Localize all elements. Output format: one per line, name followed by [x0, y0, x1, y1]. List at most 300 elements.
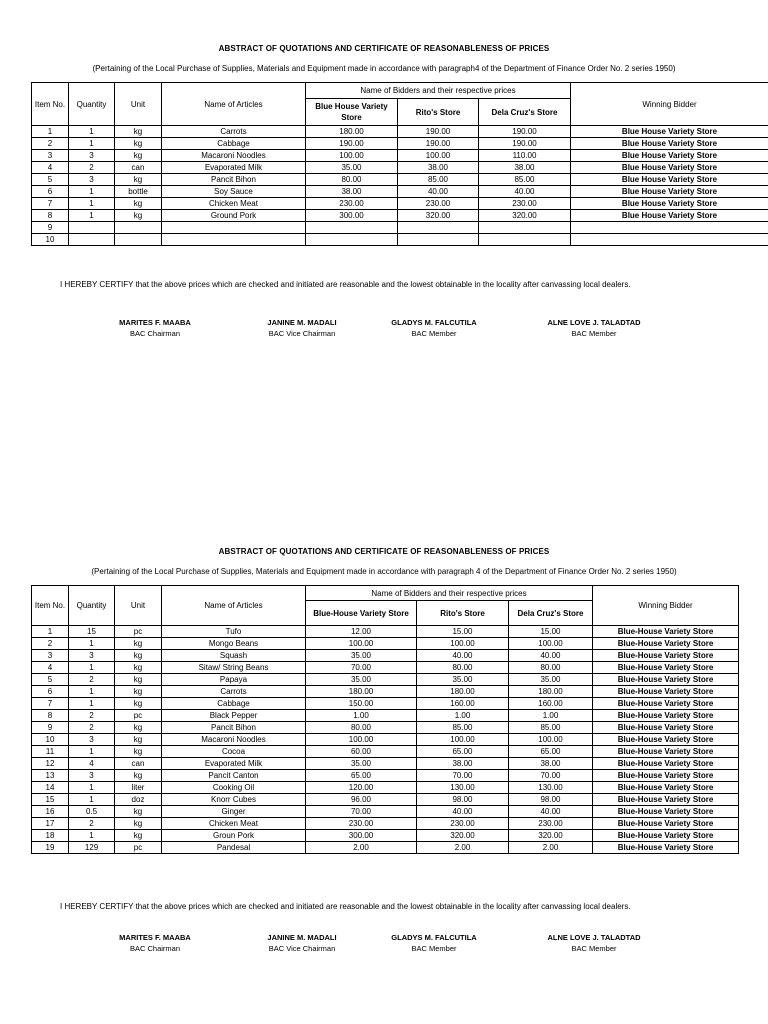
cell-unit: kg [115, 662, 162, 674]
cell-price-bidder-1: 35.00 [306, 162, 398, 174]
table-row [32, 710, 739, 722]
cell-price-bidder-3: 100.00 [509, 734, 593, 746]
cell-winning-bidder: Blue-House Variety Store [593, 818, 739, 830]
signatory [364, 933, 504, 953]
cell-article: Macaroni Noodles [162, 734, 306, 746]
cell-quantity: 1 [69, 138, 115, 150]
table-row [32, 794, 739, 806]
cell-unit: kg [115, 198, 162, 210]
abstract-document-2 [0, 540, 768, 960]
table-row [32, 150, 768, 162]
signatory [524, 933, 664, 953]
cell-item-no: 8 [32, 210, 69, 222]
cell-price-bidder-1: 180.00 [306, 686, 417, 698]
cell-winning-bidder: Blue-House Variety Store [593, 626, 739, 638]
table-row [32, 138, 768, 150]
cell-quantity: 3 [69, 770, 115, 782]
cell-article: Pancit Bihon [162, 174, 306, 186]
cell-unit: kg [115, 210, 162, 222]
cell-article: Cabbage [162, 698, 306, 710]
cell-price-bidder-1: 190.00 [306, 138, 398, 150]
cell-price-bidder-3: 190.00 [479, 138, 571, 150]
cell-quantity: 3 [69, 650, 115, 662]
cell-price-bidder-3: 35.00 [509, 674, 593, 686]
document-subtitle: (Pertaining of the Local Purchase of Supplies, Materials and Equipment made in accordance with paragraph4 of the Department of Finance Order No. 2 series 1950) [92, 64, 676, 73]
cell-item-no: 4 [32, 662, 69, 674]
cell-item-no: 19 [32, 842, 69, 854]
cell-price-bidder-1: 70.00 [306, 662, 417, 674]
cell-unit: kg [115, 138, 162, 150]
cell-item-no: 11 [32, 746, 69, 758]
cell-price-bidder-1: 150.00 [306, 698, 417, 710]
cell-item-no: 17 [32, 818, 69, 830]
signatory-position: BAC Member [571, 944, 617, 953]
cell-price-bidder-3: 110.00 [479, 150, 571, 162]
cell-winning-bidder: Blue-House Variety Store [593, 686, 739, 698]
header-bidder-1: Blue House Variety Store [306, 99, 398, 126]
cell-price-bidder-2: 40.00 [398, 186, 479, 198]
cell-article: Macaroni Noodles [162, 150, 306, 162]
cell-article: Chicken Meat [162, 818, 306, 830]
cell-item-no: 1 [32, 126, 69, 138]
cell-price-bidder-2: 85.00 [398, 174, 479, 186]
cell-item-no: 10 [32, 234, 69, 246]
cell-article: Carrots [162, 686, 306, 698]
cell-price-bidder-3: 230.00 [479, 198, 571, 210]
cell-price-bidder-1: 70.00 [306, 806, 417, 818]
cell-price-bidder-1: 65.00 [306, 770, 417, 782]
signatory [85, 933, 225, 953]
cell-unit: doz [115, 794, 162, 806]
header-articles: Name of Articles [162, 83, 306, 126]
cell-item-no: 9 [32, 722, 69, 734]
cell-price-bidder-3: 38.00 [509, 758, 593, 770]
cell-unit: can [115, 162, 162, 174]
table-row [32, 806, 739, 818]
cell-quantity: 1 [69, 782, 115, 794]
cell-item-no: 7 [32, 198, 69, 210]
cell-price-bidder-2: 80.00 [417, 662, 509, 674]
cell-article [162, 222, 306, 234]
header-unit: Unit [115, 586, 162, 626]
cell-price-bidder-3 [479, 222, 571, 234]
cell-article: Tufo [162, 626, 306, 638]
cell-quantity: 1 [69, 210, 115, 222]
cell-price-bidder-3: 40.00 [509, 650, 593, 662]
certification-statement: I HEREBY CERTIFY that the above prices which are checked and initiated are reasonable and the lowest obtainable in the locality after canvassing local dealers. [60, 902, 631, 911]
signatory-position: BAC Member [571, 329, 617, 338]
cell-unit: kg [115, 770, 162, 782]
cell-article: Pancit Canton [162, 770, 306, 782]
table-header-row [32, 586, 739, 601]
cell-article: Pancit Bihon [162, 722, 306, 734]
signatory [232, 318, 372, 338]
signatory [85, 318, 225, 338]
table-row [32, 210, 768, 222]
cell-price-bidder-1: 12.00 [306, 626, 417, 638]
cell-article: Soy Sauce [162, 186, 306, 198]
table-row [32, 162, 768, 174]
cell-item-no: 9 [32, 222, 69, 234]
cell-item-no: 16 [32, 806, 69, 818]
table-row [32, 222, 768, 234]
cell-unit: kg [115, 806, 162, 818]
cell-quantity: 2 [69, 722, 115, 734]
table-body [32, 126, 768, 246]
cell-unit: pc [115, 842, 162, 854]
cell-quantity: 3 [69, 150, 115, 162]
cell-item-no: 5 [32, 674, 69, 686]
cell-unit: kg [115, 650, 162, 662]
cell-price-bidder-2: 38.00 [398, 162, 479, 174]
cell-price-bidder-2: 100.00 [417, 638, 509, 650]
table-row [32, 626, 739, 638]
cell-unit [115, 234, 162, 246]
cell-unit: pc [115, 626, 162, 638]
signatory-name: JANINE M. MADALI [267, 318, 337, 327]
document-title: ABSTRACT OF QUOTATIONS AND CERTIFICATE OF REASONABLENESS OF PRICES [218, 44, 550, 53]
table-row [32, 698, 739, 710]
cell-price-bidder-1: 100.00 [306, 734, 417, 746]
quotation-table [31, 82, 768, 246]
cell-price-bidder-1 [306, 234, 398, 246]
cell-price-bidder-3: 85.00 [509, 722, 593, 734]
cell-item-no: 3 [32, 150, 69, 162]
signatories [0, 933, 768, 963]
signatory-position: BAC Vice Chairman [268, 944, 336, 953]
document-title: ABSTRACT OF QUOTATIONS AND CERTIFICATE OF REASONABLENESS OF PRICES [218, 547, 550, 556]
cell-quantity: 1 [69, 746, 115, 758]
cell-price-bidder-1: 35.00 [306, 674, 417, 686]
cell-article [162, 234, 306, 246]
cell-price-bidder-3: 85.00 [479, 174, 571, 186]
cell-winning-bidder: Blue-House Variety Store [593, 650, 739, 662]
cell-article: Ground Pork [162, 210, 306, 222]
cell-unit: bottle [115, 186, 162, 198]
signatory-name: ALNE LOVE J. TALADTAD [547, 933, 641, 942]
cell-unit: liter [115, 782, 162, 794]
cell-unit: kg [115, 734, 162, 746]
cell-winning-bidder: Blue-House Variety Store [593, 806, 739, 818]
cell-price-bidder-3: 65.00 [509, 746, 593, 758]
cell-price-bidder-3: 40.00 [509, 806, 593, 818]
table-row [32, 198, 768, 210]
cell-unit: kg [115, 674, 162, 686]
cell-item-no: 1 [32, 626, 69, 638]
cell-unit: kg [115, 818, 162, 830]
table-row [32, 662, 739, 674]
table-row [32, 174, 768, 186]
header-item-no: Item No. [32, 83, 69, 126]
cell-price-bidder-1: 60.00 [306, 746, 417, 758]
table-row [32, 758, 739, 770]
cell-price-bidder-2: 1.00 [417, 710, 509, 722]
cell-winning-bidder: Blue-House Variety Store [593, 758, 739, 770]
cell-quantity [69, 222, 115, 234]
cell-article: Ginger [162, 806, 306, 818]
cell-price-bidder-3: 70.00 [509, 770, 593, 782]
certification-statement: I HEREBY CERTIFY that the above prices which are checked and initiated are reasonable and the lowest obtainable in the locality after canvassing local dealers. [60, 280, 631, 289]
cell-quantity: 3 [69, 734, 115, 746]
cell-price-bidder-2: 190.00 [398, 138, 479, 150]
cell-price-bidder-3 [479, 234, 571, 246]
cell-unit: kg [115, 746, 162, 758]
table-row [32, 830, 739, 842]
header-bidder-2: Rito's Store [417, 601, 509, 626]
cell-quantity: 1 [69, 686, 115, 698]
signatory-position: BAC Member [411, 944, 457, 953]
table-row [32, 842, 739, 854]
cell-item-no: 6 [32, 186, 69, 198]
cell-article: Knorr Cubes [162, 794, 306, 806]
cell-price-bidder-1: 35.00 [306, 758, 417, 770]
signatory-name: JANINE M. MADALI [267, 933, 337, 942]
signatory-name: MARITES F. MAABA [119, 318, 191, 327]
cell-article: Evaporated Milk [162, 162, 306, 174]
header-quantity: Quantity [69, 586, 115, 626]
cell-winning-bidder: Blue-House Variety Store [593, 710, 739, 722]
cell-quantity: 3 [69, 174, 115, 186]
cell-winning-bidder [571, 234, 768, 246]
cell-article: Black Pepper [162, 710, 306, 722]
cell-price-bidder-2: 160.00 [417, 698, 509, 710]
cell-item-no: 12 [32, 758, 69, 770]
cell-price-bidder-3: 190.00 [479, 126, 571, 138]
cell-quantity: 2 [69, 710, 115, 722]
cell-winning-bidder: Blue House Variety Store [571, 150, 768, 162]
cell-article: Carrots [162, 126, 306, 138]
cell-winning-bidder: Blue-House Variety Store [593, 662, 739, 674]
signatory [364, 318, 504, 338]
header-bidders-group: Name of Bidders and their respective prices [306, 586, 593, 601]
header-bidder-3: Dela Cruz's Store [509, 601, 593, 626]
cell-article: Cooking Oil [162, 782, 306, 794]
cell-item-no: 8 [32, 710, 69, 722]
cell-price-bidder-2: 35.00 [417, 674, 509, 686]
cell-article: Chicken Meat [162, 198, 306, 210]
cell-price-bidder-3: 80.00 [509, 662, 593, 674]
cell-winning-bidder: Blue-House Variety Store [593, 794, 739, 806]
cell-price-bidder-1: 38.00 [306, 186, 398, 198]
cell-winning-bidder: Blue-House Variety Store [593, 698, 739, 710]
signatory-name: MARITES F. MAABA [119, 933, 191, 942]
cell-price-bidder-1: 300.00 [306, 830, 417, 842]
cell-winning-bidder: Blue-House Variety Store [593, 734, 739, 746]
cell-price-bidder-3: 98.00 [509, 794, 593, 806]
cell-winning-bidder: Blue-House Variety Store [593, 674, 739, 686]
cell-price-bidder-3: 180.00 [509, 686, 593, 698]
cell-price-bidder-3: 1.00 [509, 710, 593, 722]
cell-article: Squash [162, 650, 306, 662]
cell-price-bidder-2: 38.00 [417, 758, 509, 770]
signatory-name: GLADYS M. FALCUTILA [391, 933, 477, 942]
cell-price-bidder-1: 120.00 [306, 782, 417, 794]
header-item-no: Item No. [32, 586, 69, 626]
cell-price-bidder-2: 65.00 [417, 746, 509, 758]
cell-winning-bidder: Blue House Variety Store [571, 174, 768, 186]
cell-price-bidder-2: 98.00 [417, 794, 509, 806]
cell-price-bidder-2: 40.00 [417, 806, 509, 818]
cell-price-bidder-3: 38.00 [479, 162, 571, 174]
cell-quantity: 2 [69, 818, 115, 830]
cell-price-bidder-3: 130.00 [509, 782, 593, 794]
cell-article: Pandesal [162, 842, 306, 854]
cell-unit: can [115, 758, 162, 770]
cell-item-no: 18 [32, 830, 69, 842]
cell-price-bidder-2: 320.00 [417, 830, 509, 842]
cell-item-no: 14 [32, 782, 69, 794]
cell-quantity: 15 [69, 626, 115, 638]
cell-item-no: 5 [32, 174, 69, 186]
cell-quantity: 2 [69, 162, 115, 174]
cell-price-bidder-1: 2.00 [306, 842, 417, 854]
cell-item-no: 2 [32, 138, 69, 150]
cell-price-bidder-2: 85.00 [417, 722, 509, 734]
cell-article: Groun Pork [162, 830, 306, 842]
cell-unit: kg [115, 150, 162, 162]
cell-price-bidder-1: 230.00 [306, 818, 417, 830]
cell-price-bidder-2: 320.00 [398, 210, 479, 222]
header-winning-bidder: Winning Bidder [571, 83, 768, 126]
cell-quantity: 1 [69, 830, 115, 842]
cell-quantity: 1 [69, 186, 115, 198]
cell-price-bidder-2: 130.00 [417, 782, 509, 794]
cell-price-bidder-1: 230.00 [306, 198, 398, 210]
cell-price-bidder-2 [398, 234, 479, 246]
cell-winning-bidder: Blue-House Variety Store [593, 722, 739, 734]
cell-quantity [69, 234, 115, 246]
cell-price-bidder-2: 100.00 [417, 734, 509, 746]
abstract-document-1 [0, 0, 768, 360]
cell-unit: kg [115, 126, 162, 138]
table-header-row [32, 83, 768, 99]
cell-winning-bidder: Blue-House Variety Store [593, 842, 739, 854]
cell-price-bidder-2: 70.00 [417, 770, 509, 782]
signatory-position: BAC Member [411, 329, 457, 338]
cell-price-bidder-3: 320.00 [479, 210, 571, 222]
cell-price-bidder-1: 300.00 [306, 210, 398, 222]
cell-winning-bidder: Blue-House Variety Store [593, 638, 739, 650]
cell-unit: kg [115, 174, 162, 186]
cell-quantity: 2 [69, 674, 115, 686]
cell-unit: kg [115, 638, 162, 650]
table-row [32, 638, 739, 650]
cell-winning-bidder: Blue House Variety Store [571, 210, 768, 222]
cell-price-bidder-1: 1.00 [306, 710, 417, 722]
cell-winning-bidder: Blue House Variety Store [571, 198, 768, 210]
cell-price-bidder-1: 100.00 [306, 638, 417, 650]
table-row [32, 722, 739, 734]
cell-unit: kg [115, 698, 162, 710]
cell-price-bidder-1: 35.00 [306, 650, 417, 662]
cell-quantity: 4 [69, 758, 115, 770]
cell-price-bidder-2: 15.00 [417, 626, 509, 638]
cell-price-bidder-1: 80.00 [306, 174, 398, 186]
table-row [32, 734, 739, 746]
cell-item-no: 15 [32, 794, 69, 806]
table-row [32, 818, 739, 830]
cell-article: Sitaw/ String Beans [162, 662, 306, 674]
header-bidder-1: Blue-House Variety Store [306, 601, 417, 626]
cell-item-no: 10 [32, 734, 69, 746]
cell-winning-bidder: Blue-House Variety Store [593, 746, 739, 758]
cell-price-bidder-3: 100.00 [509, 638, 593, 650]
quotation-table [31, 585, 739, 854]
cell-item-no: 2 [32, 638, 69, 650]
table-row [32, 746, 739, 758]
signatory-name: ALNE LOVE J. TALADTAD [547, 318, 641, 327]
cell-unit: kg [115, 830, 162, 842]
cell-quantity: 1 [69, 198, 115, 210]
signatory-position: BAC Chairman [129, 329, 181, 338]
document-subtitle: (Pertaining of the Local Purchase of Supplies, Materials and Equipment made in accordance with paragraph 4 of the Department of Finance Order No. 2 series 1950) [91, 567, 677, 576]
cell-item-no: 4 [32, 162, 69, 174]
cell-article: Evaporated Milk [162, 758, 306, 770]
cell-winning-bidder: Blue House Variety Store [571, 162, 768, 174]
header-articles: Name of Articles [162, 586, 306, 626]
cell-unit: kg [115, 686, 162, 698]
cell-unit: pc [115, 710, 162, 722]
header-unit: Unit [115, 83, 162, 126]
cell-winning-bidder: Blue-House Variety Store [593, 782, 739, 794]
cell-price-bidder-1: 96.00 [306, 794, 417, 806]
cell-article: Cabbage [162, 138, 306, 150]
cell-article: Mongo Beans [162, 638, 306, 650]
header-bidders-group: Name of Bidders and their respective prices [306, 83, 571, 99]
cell-quantity: 1 [69, 662, 115, 674]
cell-price-bidder-3: 230.00 [509, 818, 593, 830]
cell-article: Cocoa [162, 746, 306, 758]
header-winning-bidder: Winning Bidder [593, 586, 739, 626]
cell-quantity: 0.5 [69, 806, 115, 818]
signatory [232, 933, 372, 953]
cell-price-bidder-2: 40.00 [417, 650, 509, 662]
table-row [32, 650, 739, 662]
cell-price-bidder-3: 40.00 [479, 186, 571, 198]
table-row [32, 186, 768, 198]
cell-price-bidder-2: 230.00 [398, 198, 479, 210]
table-row [32, 770, 739, 782]
cell-price-bidder-2: 2.00 [417, 842, 509, 854]
header-bidder-2: Rito's Store [398, 99, 479, 126]
cell-price-bidder-1: 80.00 [306, 722, 417, 734]
cell-quantity: 129 [69, 842, 115, 854]
cell-winning-bidder: Blue House Variety Store [571, 186, 768, 198]
cell-winning-bidder: Blue-House Variety Store [593, 770, 739, 782]
cell-quantity: 1 [69, 698, 115, 710]
cell-price-bidder-1: 100.00 [306, 150, 398, 162]
cell-item-no: 13 [32, 770, 69, 782]
cell-unit: kg [115, 722, 162, 734]
signatory-position: BAC Vice Chairman [268, 329, 336, 338]
cell-item-no: 3 [32, 650, 69, 662]
cell-item-no: 7 [32, 698, 69, 710]
table-row [32, 126, 768, 138]
cell-price-bidder-2: 180.00 [417, 686, 509, 698]
cell-price-bidder-2: 230.00 [417, 818, 509, 830]
cell-article: Papaya [162, 674, 306, 686]
cell-price-bidder-2: 100.00 [398, 150, 479, 162]
signatories [0, 318, 768, 348]
table-row [32, 686, 739, 698]
cell-price-bidder-1 [306, 222, 398, 234]
cell-quantity: 1 [69, 794, 115, 806]
cell-price-bidder-3: 320.00 [509, 830, 593, 842]
table-body [32, 626, 739, 854]
header-bidder-3: Dela Cruz's Store [479, 99, 571, 126]
cell-price-bidder-2: 190.00 [398, 126, 479, 138]
cell-price-bidder-1: 180.00 [306, 126, 398, 138]
